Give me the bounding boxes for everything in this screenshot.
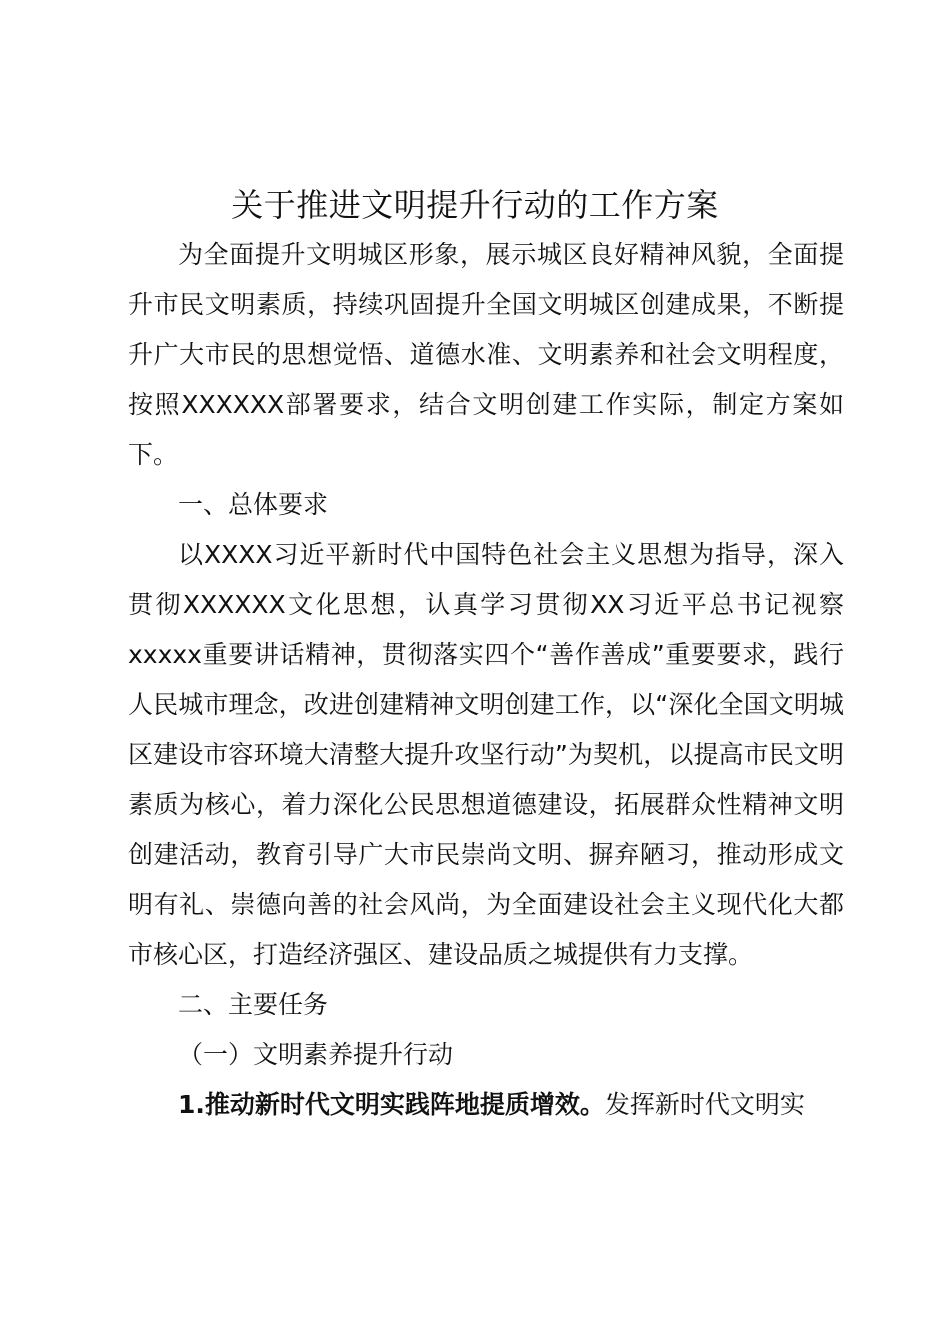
section-heading-main-tasks: 二、主要任务 [178, 990, 329, 1019]
overall-requirements-paragraph: 以XXXX习近平新时代中国特色社会主义思想为指导，深入贯彻XXXXXX文化思想，认真学习贯彻XX习近平总书记视察xxxxx重要讲话精神，贯彻落实四个“善作善成”重要要求，践行人民城市理念，改进创建精神文明创建工作，以“深化全国文明城区建设市容环境大清整大提升攻坚行动”为契机，以提高市民文明素质为核心，着力深化公民思想道德建设，拓展群众性精神文明创建活动，教育引导广大市民崇尚文明、摒弃陋习，推动形成文明有礼、崇德向善的社会风尚，为全面建设社会主义现代化大都市核心区，打造经济强区、建设品质之城提供有力支撑。 [128, 540, 844, 969]
document-body [128, 230, 844, 1130]
task-item-1 [128, 1080, 844, 1130]
section-heading-overall-requirements: 一、总体要求 [178, 490, 329, 519]
task-item-1-title: 1.推动新时代文明实践阵地提质增效。 [178, 1090, 605, 1119]
intro-paragraph: 为全面提升文明城区形象，展示城区良好精神风貌，全面提升市民文明素质，持续巩固提升全国文明城区创建成果，不断提升广大市民的思想觉悟、道德水准、文明素养和社会文明程度，按照XXXXXX部署要求，结合文明创建工作实际，制定方案如下。 [128, 240, 844, 469]
subsection-heading-civility-literacy: （一）文明素养提升行动 [178, 1040, 454, 1069]
document-title: 关于推进文明提升行动的工作方案 [231, 186, 719, 224]
task-item-1-text: 发挥新时代文明实 [604, 1090, 805, 1119]
